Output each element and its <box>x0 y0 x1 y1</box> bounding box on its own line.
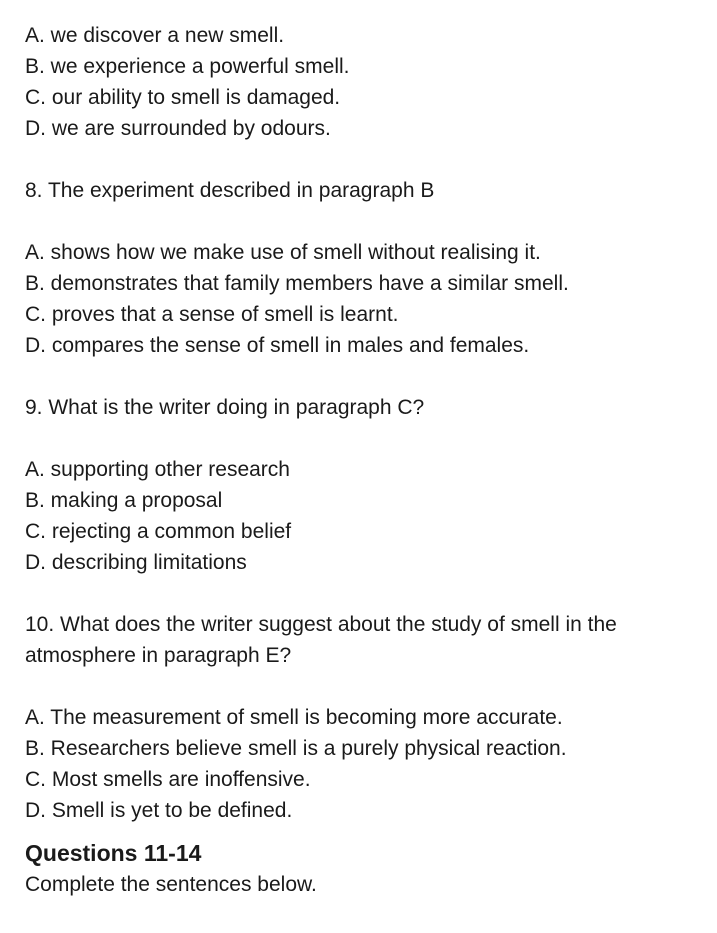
option-7c: C. our ability to smell is damaged. <box>25 86 341 109</box>
spacer <box>25 206 705 237</box>
option-8d: D. compares the sense of smell in males and females. <box>25 334 530 357</box>
question-8-text: 8. The experiment described in paragraph B <box>25 179 435 202</box>
document-page <box>25 20 705 900</box>
option-9c: C. rejecting a common belief <box>25 520 292 543</box>
spacer <box>25 361 705 392</box>
option-10a: A. The measurement of smell is becoming more accurate. <box>25 706 563 729</box>
section-heading: Questions 11-14 <box>25 840 202 866</box>
option-10b: B. Researchers believe smell is a purely physical reaction. <box>25 737 567 760</box>
question-10-options <box>25 702 705 826</box>
section-instruction: Complete the sentences below. <box>25 873 317 896</box>
question-9-text: 9. What is the writer doing in paragraph C? <box>25 396 425 419</box>
option-8b: B. demonstrates that family members have a similar smell. <box>25 272 569 295</box>
question-9-options <box>25 454 705 578</box>
option-9b: B. making a proposal <box>25 489 223 512</box>
question-7-options <box>25 20 705 144</box>
question-8-options <box>25 237 705 361</box>
option-8a: A. shows how we make use of smell without realising it. <box>25 241 541 264</box>
option-10c: C. Most smells are inoffensive. <box>25 768 311 791</box>
spacer <box>25 578 705 609</box>
option-10d: D. Smell is yet to be defined. <box>25 799 293 822</box>
spacer <box>25 144 705 175</box>
option-9a: A. supporting other research <box>25 458 290 481</box>
option-7b: B. we experience a powerful smell. <box>25 55 350 78</box>
option-8c: C. proves that a sense of smell is learnt. <box>25 303 399 326</box>
question-10-text: 10. What does the writer suggest about the study of smell in the atmosphere in paragraph E? <box>25 613 617 667</box>
option-7a: A. we discover a new smell. <box>25 24 285 47</box>
spacer <box>25 671 705 702</box>
option-9d: D. describing limitations <box>25 551 247 574</box>
option-7d: D. we are surrounded by odours. <box>25 117 331 140</box>
spacer <box>25 423 705 454</box>
